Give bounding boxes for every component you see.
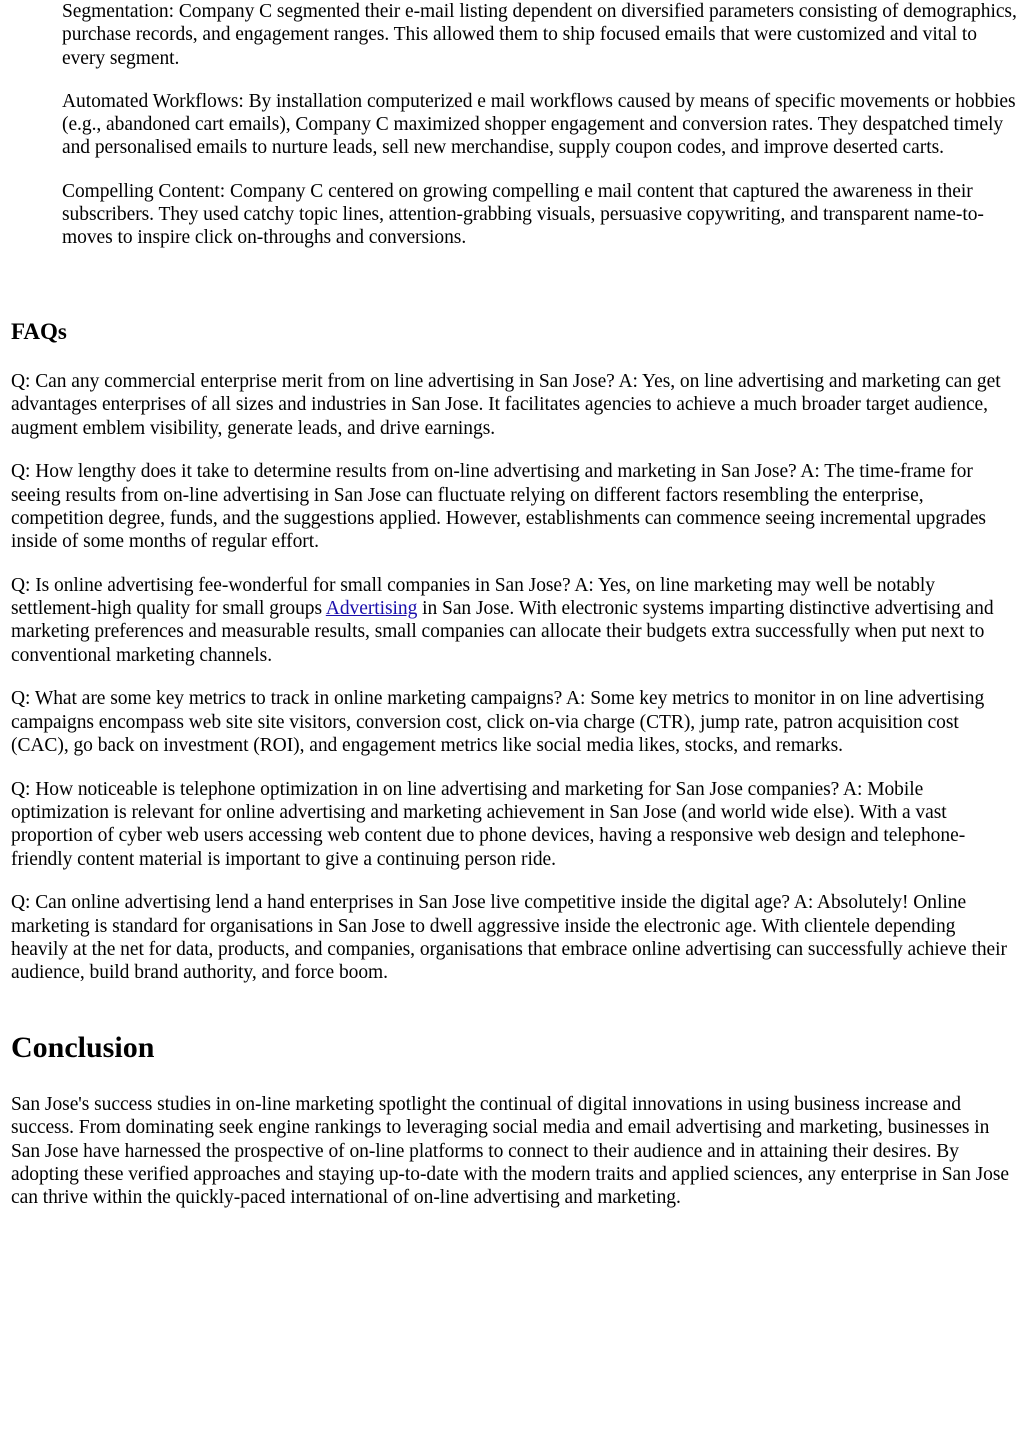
faq-item-3-text-after: in San Jose. With electronic systems imparting distinctive advertising and marketing preferences and measurable results, small companies can allocate their budgets extra successfully when put next to conventional marketing channels. [11, 598, 994, 666]
strategy-compelling-content: Compelling Content: Company C centered on growing compelling e mail content that captured the awareness in their subscribers. They used catchy topic lines, attention-grabbing visuals, persuasive copywriting, and transparent name-to-moves to inspire click on-throughs and conversions. [62, 180, 984, 249]
strategy-segmentation: Segmentation: Company C segmented their e-mail listing dependent on diversified parameters consisting of demographics, purchase records, and engagement ranges. This allowed them to ship focused emails that were customized and vital to every segment. [62, 1, 1017, 69]
faq-item-6: Q: Can online advertising lend a hand enterprises in San Jose live competitive inside the digital age? A: Absolutely! Online marketing is standard for organisations in San Jose to dwell aggressive inside the electronic age. With clientele depending heavily at the net for data, products, and companies, organisations that embrace online advertising can successfully achieve their audience, build brand authority, and force boom. [11, 892, 1007, 984]
conclusion-text: San Jose's success studies in on-line marketing spotlight the continual of digital innovations in using business increase and success. From dominating seek engine rankings to leveraging social media and email advertising and marketing, businesses in San Jose have harnessed the prospective of on-line platforms to connect to their audience and in attaining their desires. By adopting these verified approaches and staying up-to-date with the modern traits and applied sciences, any enterprise in San Jose can thrive within the quickly-paced international of on-line advertising and marketing. [11, 1094, 1010, 1209]
faq-item-1: Q: Can any commercial enterprise merit from on line advertising in San Jose? A: Yes, on line advertising and marketing can get advantages enterprises of all sizes and industries in San Jose. It facilitates agencies to achieve a much broader target audience, augment emblem visibility, generate leads, and drive earnings. [11, 371, 1001, 439]
faq-item-3 [11, 574, 1017, 667]
faq-item-2: Q: How lengthy does it take to determine results from on-line advertising and marketing in San Jose? A: The time-frame for seeing results from on-line advertising in San Jose can fluctuate relying on different factors resembling the enterprise, competition degree, funds, and the suggestions applied. However, establishments can commence seeing incremental upgrades inside of some months of regular effort. [11, 461, 986, 553]
strategy-automated-workflows: Automated Workflows: By installation computerized e mail workflows caused by means of specific movements or hobbies (e.g., abandoned cart emails), Company C maximized shopper engagement and conversion rates. They despatched timely and personalised emails to nurture leads, sell new merchandise, supply coupon codes, and improve deserted carts. [62, 90, 1016, 159]
faq-item-5: Q: How noticeable is telephone optimization in on line advertising and marketing for San Jose companies? A: Mobile optimization is relevant for online advertising and marketing achievement in San Jose (and world wide else). With a vast proportion of cyber web users accessing web content due to phone devices, having a responsive web design and telephone-friendly content material is important to give a continuing person ride. [11, 778, 966, 870]
faq-list [11, 370, 1017, 1005]
advertising-link[interactable]: Advertising [325, 598, 418, 620]
faq-item-4: Q: What are some key metrics to track in online marketing campaigns? A: Some key metrics to monitor in on line advertising campaigns encompass web site site visitors, conversion cost, click on-via charge (CTR), jump rate, patron acquisition cost (CAC), go back on investment (ROI), and engagement metrics like social media likes, stocks, and remarks. [11, 688, 985, 757]
faq-item-3-text-before: Q: Is online advertising fee-wonderful for small companies in San Jose? A: Yes, on line marketing may well be notably settlement-high quality for small groups [11, 574, 936, 620]
strategy-list [62, 0, 1017, 270]
conclusion-heading: Conclusion [11, 1031, 155, 1064]
faqs-heading: FAQs [11, 319, 67, 344]
